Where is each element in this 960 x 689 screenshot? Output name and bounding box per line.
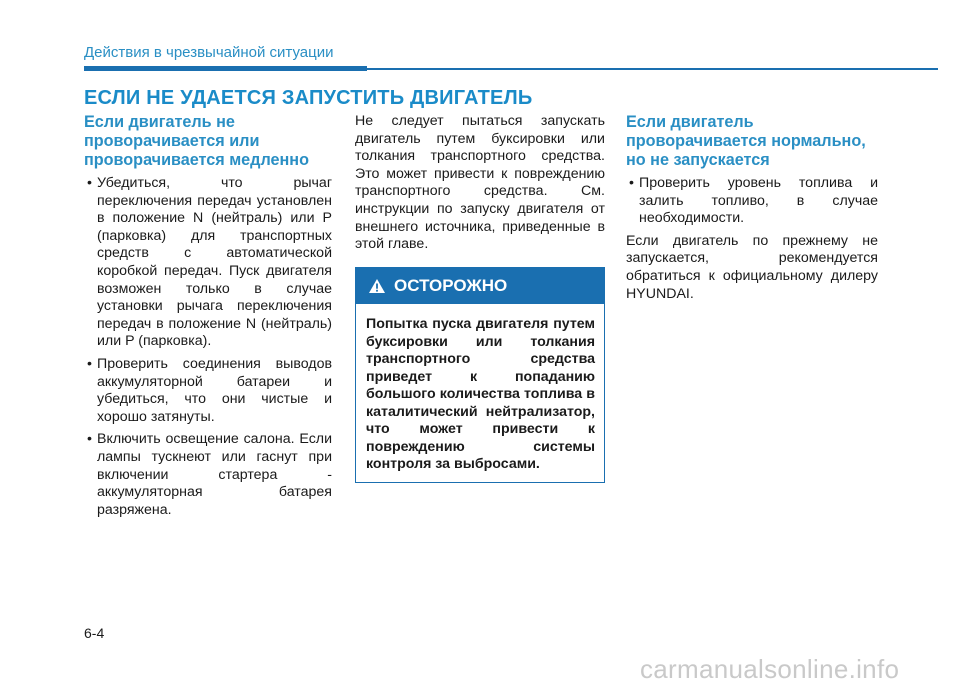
list-item	[84, 175, 332, 351]
no-push-start-paragraph: Не следует пытаться запускать двигатель путем буксировки или толкания транспортного средства. Это может привести к повреждению транспортного средства. См. инструкции по запуску двигателя от внешнего источника, приведенные в этой главе.	[355, 113, 605, 253]
header-rule-thin	[367, 68, 938, 70]
column-left	[84, 113, 332, 524]
list-item	[84, 431, 332, 519]
column-right	[626, 113, 878, 303]
column-middle	[355, 113, 605, 254]
list-item	[626, 175, 878, 228]
bullet-dot: •	[629, 175, 634, 191]
bullet-dot: •	[87, 355, 92, 372]
section-title: Действия в чрезвычайной ситуации	[84, 44, 334, 61]
caution-text: Попытка пуска двигателя путем буксировки или толкания транспортного средства приведет к попаданию большого количества топлива в каталитический нейтрализатор, что может привести к повреждению системы контроля за выбросами.	[366, 316, 595, 472]
bullet-dot: •	[87, 431, 92, 448]
list-item-text: Проверить соединения выводов аккумуляторной батареи и убедиться, что они чистые и хорошо затянуты.	[97, 355, 332, 425]
bullet-list-right	[626, 175, 878, 228]
list-item-text: Включить освещение салона. Если лампы тускнеют или гаснут при включении стартера - аккумуляторная батарея разряжена.	[97, 431, 332, 518]
list-item-text: Убедиться, что рычаг переключения передач установлен в положение N (нейтраль) или P (парковка) для транспортных средств с автоматической коробкой передач. Пуск двигателя возможен только в случае установки рычага переключения передач в положение N (нейтраль) или P (парковка).	[97, 175, 332, 350]
dealer-paragraph: Если двигатель по прежнему не запускается, рекомендуется обратиться к официальному дилеру HYUNDAI.	[626, 232, 878, 302]
caution-box	[355, 267, 605, 483]
caution-header	[356, 268, 604, 304]
subhead-cranks-no-start: Если двигатель проворачивается нормально, но не запускается	[626, 113, 866, 169]
list-item	[84, 356, 332, 426]
bullet-dot: •	[87, 175, 92, 191]
caution-title: ОСТОРОЖНО	[394, 276, 508, 295]
header-rule-thick	[84, 66, 367, 71]
list-item-text: Проверить уровень топлива и залить топливо, в случае необходимости.	[639, 175, 878, 227]
watermark: carmanualsonline.info	[640, 654, 900, 684]
page-number: 6-4	[84, 625, 105, 641]
bullet-list-left	[84, 175, 332, 519]
subhead-not-cranking: Если двигатель не проворачивается или проворачивается медленно	[84, 113, 309, 169]
chapter-title: ЕСЛИ НЕ УДАЕТСЯ ЗАПУСТИТЬ ДВИГАТЕЛЬ	[84, 87, 533, 109]
warning-triangle-icon	[368, 278, 386, 294]
